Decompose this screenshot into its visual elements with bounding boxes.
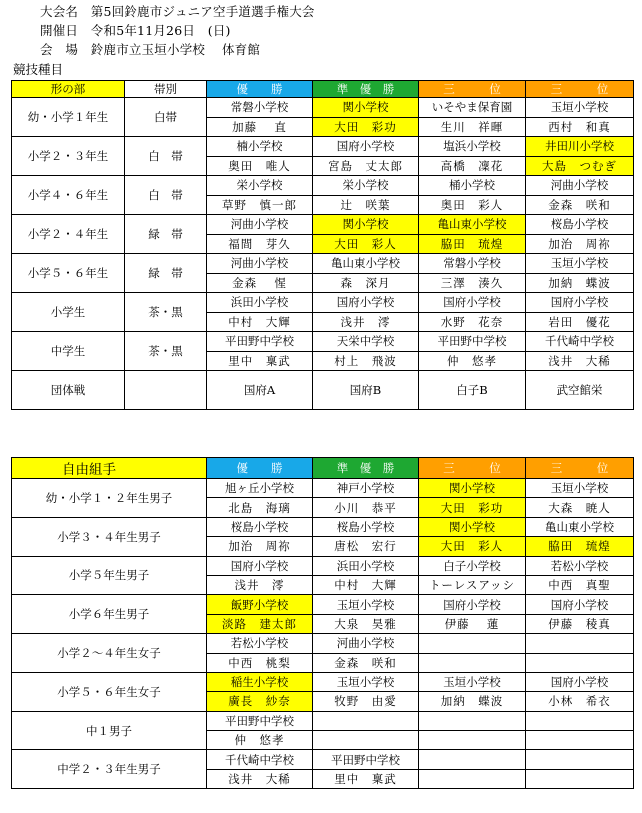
kumite-header-runner-up: 準 優 勝 [313, 458, 419, 479]
kumite-row [12, 750, 634, 769]
kumite-category-label: 中学２・３年生男子 [12, 750, 207, 789]
band-label: 白帯 [125, 98, 207, 137]
result-school: 千代崎中学校 [207, 750, 313, 769]
header-third-2: 三 位 [526, 81, 634, 98]
result-athlete: トーレスアッシ [419, 575, 526, 594]
result-athlete: 奥田 彩人 [419, 195, 526, 215]
result-school: 国府小学校 [313, 137, 419, 157]
result-school [526, 634, 634, 653]
result-school: 栄小学校 [313, 176, 419, 196]
result-school: 浜田小学校 [313, 556, 419, 575]
result-school: 玉垣小学校 [313, 595, 419, 614]
result-school: 河曲小学校 [313, 634, 419, 653]
result-school: 関小学校 [419, 517, 526, 536]
result-athlete: 大泉 昊雅 [313, 614, 419, 633]
band-label: 緑 帯 [125, 215, 207, 254]
category-label: 小学生 [12, 293, 125, 332]
result-athlete: 森 深月 [313, 273, 419, 293]
category-label: 小学４・６年生 [12, 176, 125, 215]
result-athlete: 中村 大輝 [313, 575, 419, 594]
header-band: 帯別 [125, 81, 207, 98]
result-school: 国府小学校 [419, 595, 526, 614]
result-athlete: 西村 和真 [526, 117, 634, 137]
band-label: 茶・黒 [125, 332, 207, 371]
result-athlete: 水野 花奈 [419, 312, 526, 332]
kumite-row [12, 479, 634, 498]
result-athlete: 里中 稟武 [207, 351, 313, 371]
header-winner: 優 勝 [207, 81, 313, 98]
result-athlete: 三澤 湊久 [419, 273, 526, 293]
team-result: 国府B [313, 371, 419, 410]
result-athlete: 伊藤 蓮 [419, 614, 526, 633]
result-athlete [419, 731, 526, 750]
result-school: 平田野中学校 [207, 711, 313, 730]
result-school: 国府小学校 [419, 293, 526, 313]
result-school: 楠小学校 [207, 137, 313, 157]
result-athlete: 大森 暁人 [526, 498, 634, 517]
result-athlete: 淡路 建太郎 [207, 614, 313, 633]
result-athlete [526, 769, 634, 788]
result-athlete [419, 769, 526, 788]
result-school: 玉垣小学校 [526, 254, 634, 274]
kata-row [12, 332, 634, 352]
result-athlete: 加治 周祢 [526, 234, 634, 254]
result-athlete: 岩田 優花 [526, 312, 634, 332]
result-school: 河曲小学校 [207, 215, 313, 235]
result-athlete: 小川 恭平 [313, 498, 419, 517]
result-school: 玉垣小学校 [313, 672, 419, 691]
result-athlete: 加治 周祢 [207, 537, 313, 556]
result-athlete: 大田 彩人 [419, 537, 526, 556]
result-school: 若松小学校 [526, 556, 634, 575]
result-school: 神戸小学校 [313, 479, 419, 498]
kumite-row [12, 556, 634, 575]
result-athlete: 中村 大輝 [207, 312, 313, 332]
kata-row [12, 215, 634, 235]
kumite-category-label: 小学５・６年生女子 [12, 672, 207, 711]
result-athlete: 金森 咲和 [526, 195, 634, 215]
team-result: 国府A [207, 371, 313, 410]
result-athlete [526, 653, 634, 672]
result-athlete: 唐松 宏行 [313, 537, 419, 556]
kumite-row [12, 672, 634, 691]
result-athlete: 宮島 丈太郎 [313, 156, 419, 176]
kumite-category-label: 小学２～４年生女子 [12, 634, 207, 673]
result-athlete: 伊藤 稜真 [526, 614, 634, 633]
result-athlete: 奥田 唯人 [207, 156, 313, 176]
result-athlete: 小林 希衣 [526, 692, 634, 711]
result-school: 玉垣小学校 [526, 98, 634, 118]
result-school: 平田野中学校 [207, 332, 313, 352]
result-school: 国府小学校 [526, 293, 634, 313]
result-athlete: 里中 稟武 [313, 769, 419, 788]
result-athlete: 仲 悠孝 [207, 731, 313, 750]
result-athlete: 生川 祥暉 [419, 117, 526, 137]
band-label: 茶・黒 [125, 293, 207, 332]
result-athlete: 牧野 由愛 [313, 692, 419, 711]
category-label: 小学２・４年生 [12, 215, 125, 254]
result-school: 井田川小学校 [526, 137, 634, 157]
result-school [526, 711, 634, 730]
kata-row [12, 254, 634, 274]
result-athlete: 北島 海璃 [207, 498, 313, 517]
result-school: 天栄中学校 [313, 332, 419, 352]
result-school: 亀山東小学校 [419, 215, 526, 235]
kumite-row [12, 595, 634, 614]
result-athlete: 脇田 琉煌 [419, 234, 526, 254]
event-date: 開催日 令和5年11月26日 (日) [40, 23, 231, 38]
team-category-label: 団体戦 [12, 371, 125, 410]
team-band-label [125, 371, 207, 410]
result-school [313, 711, 419, 730]
result-school [419, 750, 526, 769]
kumite-header-winner: 優 勝 [207, 458, 313, 479]
band-label: 白 帯 [125, 176, 207, 215]
result-athlete: 加納 蝶波 [419, 692, 526, 711]
venue: 会 場 鈴鹿市立玉垣小学校 体育館 [40, 42, 261, 57]
result-school: 国府小学校 [207, 556, 313, 575]
result-school: 玉垣小学校 [526, 479, 634, 498]
result-athlete: 加納 蝶波 [526, 273, 634, 293]
result-athlete: 大島 つむぎ [526, 156, 634, 176]
result-school: 関小学校 [313, 98, 419, 118]
result-school: 稲生小学校 [207, 672, 313, 691]
result-school: 関小学校 [313, 215, 419, 235]
result-athlete: 辻 咲葉 [313, 195, 419, 215]
result-school: 玉垣小学校 [419, 672, 526, 691]
result-athlete: 中西 真聖 [526, 575, 634, 594]
result-athlete: 浅井 澪 [313, 312, 419, 332]
result-school: 浜田小学校 [207, 293, 313, 313]
result-athlete: 浅井 大稀 [526, 351, 634, 371]
result-athlete: 高橋 凜花 [419, 156, 526, 176]
result-school: 国府小学校 [526, 672, 634, 691]
team-result: 白子B [419, 371, 526, 410]
result-school: 栄小学校 [207, 176, 313, 196]
result-athlete: 大田 彩功 [313, 117, 419, 137]
header-third-1: 三 位 [419, 81, 526, 98]
result-athlete: 金森 惺 [207, 273, 313, 293]
team-row [12, 371, 634, 410]
result-school: 常磐小学校 [419, 254, 526, 274]
result-school: 平田野中学校 [419, 332, 526, 352]
result-athlete [313, 731, 419, 750]
result-athlete [526, 731, 634, 750]
result-school: 河曲小学校 [526, 176, 634, 196]
kumite-row [12, 517, 634, 536]
result-athlete: 加藤 直 [207, 117, 313, 137]
kumite-category-label: 小学６年生男子 [12, 595, 207, 634]
kata-row [12, 176, 634, 196]
result-athlete: 浅井 澪 [207, 575, 313, 594]
result-school [419, 711, 526, 730]
result-athlete: 福間 芽久 [207, 234, 313, 254]
team-result: 武空館栄 [526, 371, 634, 410]
kumite-header-third-1: 三 位 [419, 458, 526, 479]
events-section-label: 競技種目 [13, 62, 64, 77]
result-school: いそやま保育園 [419, 98, 526, 118]
kata-row [12, 98, 634, 118]
kumite-row [12, 711, 634, 730]
band-label: 緑 帯 [125, 254, 207, 293]
result-athlete: 草野 慎一郎 [207, 195, 313, 215]
kata-row [12, 137, 634, 157]
kumite-header-third-2: 三 位 [526, 458, 634, 479]
result-athlete: 大田 彩人 [313, 234, 419, 254]
result-school: 飯野小学校 [207, 595, 313, 614]
kumite-category-label: 小学３・４年生男子 [12, 517, 207, 556]
result-school: 亀山東小学校 [526, 517, 634, 536]
category-label: 小学２・３年生 [12, 137, 125, 176]
result-school: 塩浜小学校 [419, 137, 526, 157]
tournament-name: 大会名 第5回鈴鹿市ジュニア空手道選手権大会 [40, 4, 315, 19]
kumite-category-label: 小学５年生男子 [12, 556, 207, 595]
result-school: 桜島小学校 [313, 517, 419, 536]
result-school: 桜島小学校 [526, 215, 634, 235]
header-form: 形の部 [12, 81, 125, 98]
result-athlete: 仲 悠孝 [419, 351, 526, 371]
result-school: 桶小学校 [419, 176, 526, 196]
kata-results-table [11, 80, 634, 410]
result-school [526, 750, 634, 769]
kata-row [12, 293, 634, 313]
result-school: 国府小学校 [313, 293, 419, 313]
result-school: 旭ヶ丘小学校 [207, 479, 313, 498]
result-athlete: 中西 桃梨 [207, 653, 313, 672]
band-label: 白 帯 [125, 137, 207, 176]
result-athlete: 大田 彩功 [419, 498, 526, 517]
result-school: 千代崎中学校 [526, 332, 634, 352]
kumite-header-row [12, 458, 634, 479]
kata-header-row [12, 81, 634, 98]
category-label: 中学生 [12, 332, 125, 371]
result-athlete: 廣長 紗奈 [207, 692, 313, 711]
result-athlete: 村上 飛波 [313, 351, 419, 371]
header-runner-up: 準 優 勝 [313, 81, 419, 98]
result-school: 若松小学校 [207, 634, 313, 653]
result-school: 常磐小学校 [207, 98, 313, 118]
result-school: 桜島小学校 [207, 517, 313, 536]
result-athlete: 浅井 大稀 [207, 769, 313, 788]
kumite-category-label: 幼・小学１・２年生男子 [12, 479, 207, 518]
result-school: 亀山東小学校 [313, 254, 419, 274]
result-school [419, 634, 526, 653]
result-school: 関小学校 [419, 479, 526, 498]
result-school: 河曲小学校 [207, 254, 313, 274]
result-school: 白子小学校 [419, 556, 526, 575]
result-athlete: 脇田 琉煌 [526, 537, 634, 556]
result-school: 国府小学校 [526, 595, 634, 614]
kumite-category-label: 中１男子 [12, 711, 207, 750]
result-athlete: 金森 咲和 [313, 653, 419, 672]
category-label: 幼・小学１年生 [12, 98, 125, 137]
result-school: 平田野中学校 [313, 750, 419, 769]
kumite-row [12, 634, 634, 653]
category-label: 小学５・６年生 [12, 254, 125, 293]
kumite-results-table [11, 457, 634, 789]
header-free-kumite: 自由組手 [12, 458, 207, 479]
result-athlete [419, 653, 526, 672]
